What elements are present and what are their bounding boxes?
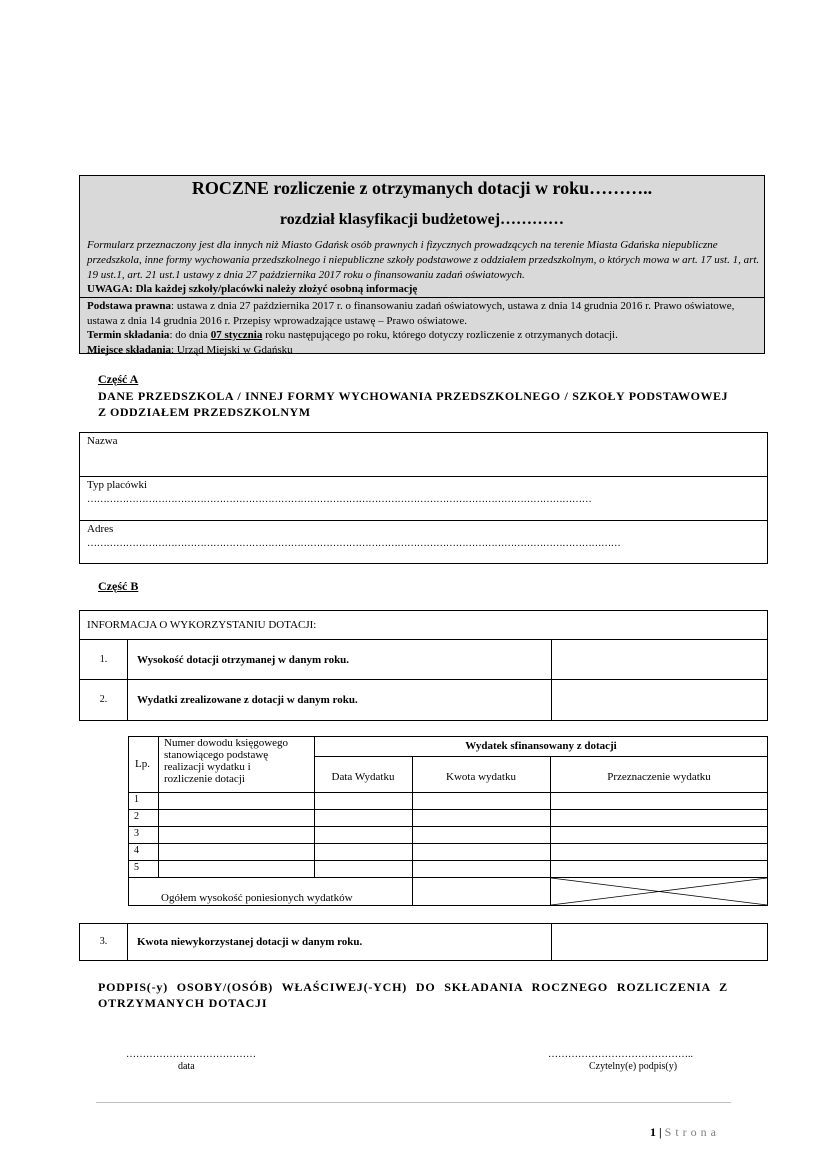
expense-group-header: Wydatek sfinansowany z dotacji xyxy=(465,740,617,752)
legal-info xyxy=(87,299,763,357)
deadline-label: Termin składania xyxy=(87,329,170,341)
row-number: 1 xyxy=(134,794,139,805)
unused-grant-label: Kwota niewykorzystanej dotacji w danym roku. xyxy=(137,936,363,948)
part-a-title: DANE PRZEDSZKOLA / INNEJ FORMY WYCHOWANIA PRZEDSZKOLNEGO / SZKOŁY PODSTAWOWEJ Z ODDZIAŁEM PRZEDSZKOLNYM xyxy=(98,389,728,419)
part-b-label: Część B xyxy=(98,579,139,593)
form-header xyxy=(79,175,765,354)
footer-divider xyxy=(96,1102,731,1103)
page-word: Strona xyxy=(664,1125,720,1139)
type-field[interactable] xyxy=(80,477,767,521)
name-field[interactable] xyxy=(80,433,767,477)
lp-header: Lp. xyxy=(135,758,150,770)
expenses-realized-row xyxy=(80,680,767,720)
grid-line xyxy=(128,736,129,906)
grid-line xyxy=(314,756,768,757)
grid-line xyxy=(314,736,315,877)
total-expenses-label: Ogółem wysokość poniesionych wydatków xyxy=(161,892,353,904)
institution-data-table xyxy=(79,432,768,564)
deadline-date: 07 stycznia xyxy=(210,329,263,341)
deadline xyxy=(87,328,763,343)
address-field-dots: ………………………………………………………………………………………………………………………………………………… xyxy=(87,538,621,549)
date-caption: data xyxy=(178,1061,195,1072)
expenses-realized-input[interactable] xyxy=(551,680,766,720)
unused-grant-table xyxy=(79,923,768,961)
header-line: stanowiącego podstawę xyxy=(164,749,269,761)
unused-grant-input[interactable] xyxy=(551,924,766,960)
grant-usage-table xyxy=(79,610,768,721)
header-line: realizacji wydatku i xyxy=(164,761,251,773)
expense-table xyxy=(128,736,768,906)
grant-usage-header: INFORMACJA O WYKORZYSTANIU DOTACJI: xyxy=(80,611,767,640)
row-number: 3. xyxy=(80,924,128,960)
legal-basis-text: : ustawa z dnia 27 października 2017 r. o finansowaniu zadań oświatowych, ustawa z dnia 14 grudnia 2016 r. Prawo oświatowe, ustawa z dnia 14 grudnia 2016 r. Przepisy wprowadzające ustawę – Prawo oświatowe. xyxy=(87,300,735,327)
grid-line xyxy=(128,809,768,810)
grant-received-input[interactable] xyxy=(551,640,766,679)
grant-received-row xyxy=(80,640,767,680)
deadline-text-pre: : do dnia xyxy=(169,329,211,341)
type-field-dots: ………………………………………………………………………………………………………………………………………… xyxy=(87,494,592,505)
row-number: 2 xyxy=(134,811,139,822)
date-column-header: Data Wydatku xyxy=(331,771,395,783)
grid-line xyxy=(128,905,768,906)
page-number xyxy=(650,1125,720,1140)
grid-line xyxy=(767,736,768,906)
crossed-out-cell xyxy=(551,878,767,905)
amount-column-header: Kwota wydatku xyxy=(446,771,516,783)
place-text: : Urząd Miejski w Gdańsku xyxy=(171,343,293,356)
form-subtitle: rozdział klasyfikacji budżetowej………… xyxy=(279,211,565,228)
row-number: 5 xyxy=(134,862,139,873)
signature-caption: Czytelny(e) podpis(y) xyxy=(589,1061,678,1072)
form-description: Formularz przeznaczony jest dla innych niż Miasto Gdańsk osób prawnych i fizycznych prowadzących na terenie Miasta Gdańska niepubliczne przedszkola, inne formy wychowania przedszkolnego i niepubliczne szkoły podstawowe z oddziałem przedszkolnym, o których mowa w art. 17 ust. 1, art. 19 ust.1, art. 21 ust.1 ustawy z dnia 27 października 2017 roku o finansowaniu zadań oświatowych. xyxy=(87,239,760,281)
grid-line xyxy=(128,792,768,793)
submission-place xyxy=(87,343,763,358)
form-warning: UWAGA: Dla każdej szkoły/placówki należy złożyć osobną informację xyxy=(87,283,418,295)
header-divider xyxy=(80,297,764,298)
expenses-realized-label: Wydatki zrealizowane z dotacji w danym roku. xyxy=(137,694,358,706)
address-field[interactable] xyxy=(80,521,767,563)
purpose-column-header: Przeznaczenie wydatku xyxy=(607,771,711,783)
row-number: 2. xyxy=(80,680,128,720)
type-field-label: Typ placówki xyxy=(87,479,148,491)
grid-line xyxy=(128,826,768,827)
deadline-text-post: roku następującego po roku, którego dotyczy rozliczenie z otrzymanych dotacji. xyxy=(262,329,618,341)
legal-basis-label: Podstawa prawna xyxy=(87,300,172,312)
grid-line xyxy=(128,843,768,844)
row-number: 3 xyxy=(134,828,139,839)
legal-basis xyxy=(87,299,763,328)
form-title: ROCZNE rozliczenie z otrzymanych dotacji w roku……….. xyxy=(191,178,653,198)
row-number: 4 xyxy=(134,845,139,856)
address-field-label: Adres xyxy=(87,523,114,535)
part-a-label: Część A xyxy=(98,372,139,386)
page-number-value: 1 xyxy=(650,1125,656,1139)
signature-title: PODPIS(-y) OSOBY/(OSÓB) WŁAŚCIWEJ(-YCH) DO SKŁADANIA ROCZNEGO ROZLICZENIA Z OTRZYMANYCH DOTACJI xyxy=(98,980,728,1010)
signature-line[interactable]: …………………………………….. xyxy=(548,1049,693,1060)
page-separator: | xyxy=(656,1125,665,1139)
grid-line xyxy=(128,860,768,861)
header-line: rozliczenie dotacji xyxy=(164,773,245,785)
date-line[interactable]: ………………………………… xyxy=(126,1049,256,1060)
name-field-label: Nazwa xyxy=(87,435,118,447)
document-number-header xyxy=(164,737,314,785)
header-line: Numer dowodu księgowego xyxy=(164,737,289,749)
grant-received-label: Wysokość dotacji otrzymanej w danym roku. xyxy=(137,654,350,666)
place-label: Miejsce składania xyxy=(87,343,172,356)
grid-line xyxy=(158,736,159,877)
row-number: 1. xyxy=(80,640,128,679)
